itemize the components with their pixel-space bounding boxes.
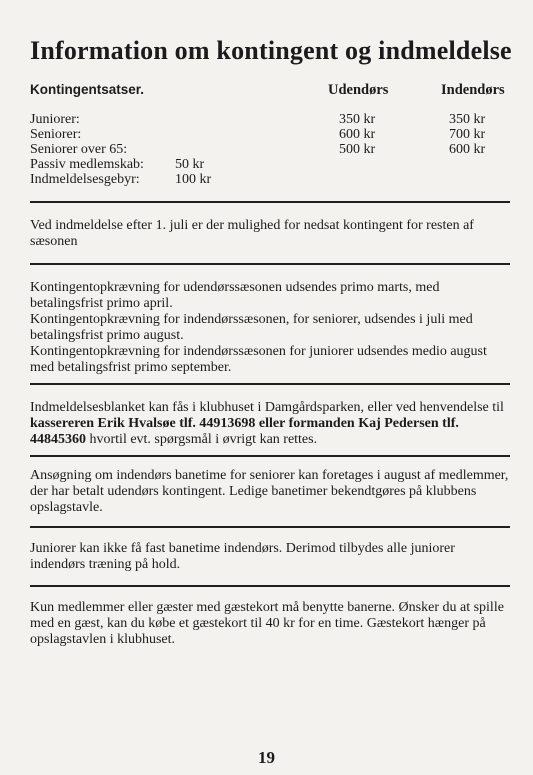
signup-contacts: kassereren Erik Hvalsøe tlf. 44913698 eller formanden Kaj Pedersen tlf. 44845360 (30, 416, 459, 447)
rate-label: Passiv medlemskab: (30, 157, 144, 172)
paragraph-juniors: Juniorer kan ikke få fast banetime indendørs. Derimod tilbydes alle juniorer indendørs træning på hold. (30, 541, 455, 572)
page-number: 19 (258, 748, 275, 767)
divider (30, 585, 510, 587)
rate-label: Seniorer: (30, 127, 82, 142)
paragraph-guests: Kun medlemmer eller gæster med gæstekort må benytte banerne. Ønsker du at spille med en gæst, kan du købe et gæstekort til 40 kr for en time. Gæstekort hænger på opslagstavlen i klubhuset. (30, 600, 504, 647)
billing-indoor-seniors: Kontingentopkrævning for indendørssæsonen, for seniorer, udsendes i juli med betalingsfrist primo august. (30, 312, 473, 343)
divider (30, 526, 510, 528)
rate-indoor: 350 kr (449, 112, 486, 127)
billing-outdoor: Kontingentopkrævning for udendørssæsonen udsendes primo marts, med betalingsfrist primo april. (30, 280, 440, 311)
paragraph-signup (30, 400, 512, 448)
rate-single: 100 kr (175, 172, 212, 187)
rate-single: 50 kr (175, 157, 205, 172)
col-header-outdoor: Udendørs (328, 82, 389, 98)
divider (30, 201, 510, 203)
divider (30, 383, 510, 385)
rate-outdoor: 350 kr (339, 112, 376, 127)
paragraph-billing (30, 280, 512, 376)
signup-text-end: hvortil evt. spørgsmål i øvrigt kan rettes. (86, 432, 318, 447)
divider (30, 455, 510, 457)
rate-label: Seniorer over 65: (30, 142, 128, 157)
divider (30, 263, 510, 265)
rates-label: Kontingentsatser. (30, 82, 145, 97)
rate-indoor: 600 kr (449, 142, 486, 157)
paragraph-indoor-application: Ansøgning om indendørs banetime for seniorer kan foretages i august af medlemmer, der har betalt udendørs kontingent. Ledige banetimer bekendtgøres på klubbens opslagstavle. (30, 468, 509, 515)
col-header-indoor: Indendørs (441, 82, 505, 98)
signup-text: Indmeldelsesblanket kan fås i klubhuset i Damgårdsparken, eller ved henvendelse til (30, 400, 504, 415)
billing-indoor-juniors: Kontingentopkrævning for indendørssæsonen for juniorer udsendes medio august med betalingsfrist primo september. (30, 344, 487, 375)
page-title: Information om kontingent og indmeldelse (30, 36, 512, 65)
rate-label: Juniorer: (30, 112, 80, 127)
paragraph-reduced-fee: Ved indmeldelse efter 1. juli er der mulighed for nedsat kontingent for resten af sæsonen (30, 218, 474, 249)
rate-label: Indmeldelsesgebyr: (30, 172, 140, 187)
rate-outdoor: 500 kr (339, 142, 376, 157)
rate-indoor: 700 kr (449, 127, 486, 142)
rate-outdoor: 600 kr (339, 127, 376, 142)
